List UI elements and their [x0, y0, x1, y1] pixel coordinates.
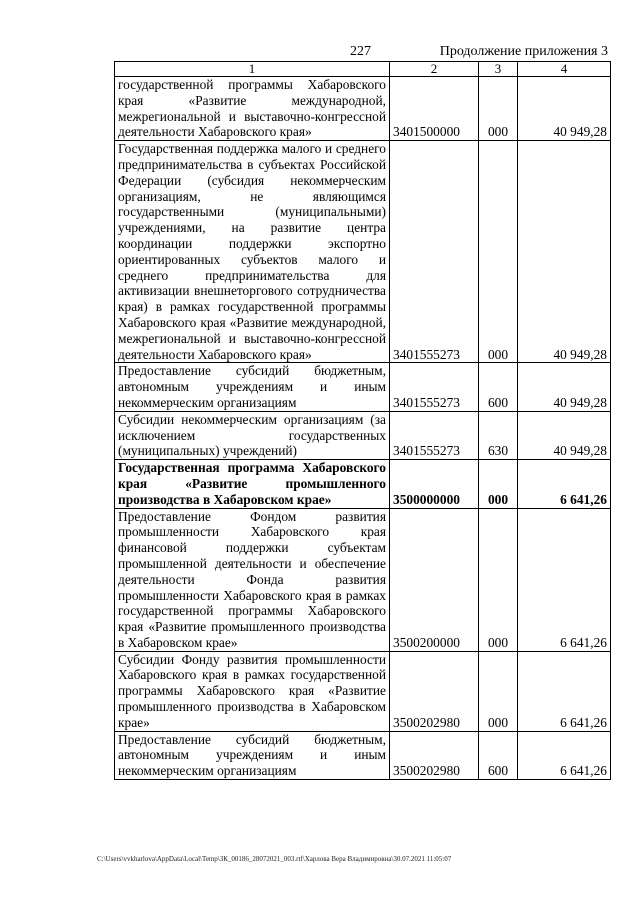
- row-name: Государственная поддержка малого и среднего предпринимательства в субъектах Российской Федерации (субсидия некоммерческим организациям, не являющимся государственными (муниципальными) учреждениями, на развитие центра координации поддержки экспортно ориентированных субъектов малого и среднего предпринимательства для активизации внешнеторгового сотрудничества края) в рамках государственной программы Хабаровского края «Развитие международной, межрегиональной и выставочно-конгрессной деятельности Хабаровского края»: [115, 141, 390, 363]
- row-sum: 6 641,26: [518, 460, 611, 508]
- table-header: [115, 62, 611, 77]
- row-kvr: 600: [479, 731, 518, 779]
- row-sum: 6 641,26: [518, 651, 611, 731]
- row-name: Субсидии Фонду развития промышленности Хабаровского края в рамках государственной программы Хабаровского края «Развитие промышленного производства в Хабаровском крае»: [115, 651, 390, 731]
- table-row: [115, 731, 611, 779]
- row-code: 3401555273: [390, 411, 479, 459]
- row-sum: 6 641,26: [518, 731, 611, 779]
- table-row-program: [115, 460, 611, 508]
- column-header-4: 4: [518, 62, 611, 77]
- row-sum: 40 949,28: [518, 411, 611, 459]
- table-row: [115, 411, 611, 459]
- row-kvr: 600: [479, 363, 518, 411]
- row-kvr: 000: [479, 508, 518, 651]
- row-name: Государственная программа Хабаровского края «Развитие промышленного производства в Хабаровском крае»: [115, 460, 390, 508]
- row-name: Предоставление субсидий бюджетным, автономным учреждениям и иным некоммерческим организациям: [115, 731, 390, 779]
- row-code: 3500202980: [390, 731, 479, 779]
- budget-table: [114, 61, 611, 780]
- row-kvr: 000: [479, 651, 518, 731]
- column-header-3: 3: [479, 62, 518, 77]
- row-sum: 40 949,28: [518, 363, 611, 411]
- row-name: Предоставление субсидий бюджетным, автономным учреждениям и иным некоммерческим организациям: [115, 363, 390, 411]
- row-kvr: 630: [479, 411, 518, 459]
- file-path-footer: C:\Users\vvkharlova\AppData\Local\Temp\ЗК_00186_28072021_003.rtf\Харлова Вера Владимировна\30.07.2021 11:05:07: [97, 855, 452, 863]
- column-header-1: 1: [115, 62, 390, 77]
- row-sum: 40 949,28: [518, 77, 611, 141]
- row-code: 3401555273: [390, 141, 479, 363]
- row-code: 3401500000: [390, 77, 479, 141]
- row-code: 3401555273: [390, 363, 479, 411]
- row-sum: 6 641,26: [518, 508, 611, 651]
- row-kvr: 000: [479, 460, 518, 508]
- table-row: [115, 363, 611, 411]
- table-row: [115, 77, 611, 141]
- table-row: [115, 141, 611, 363]
- row-name: Предоставление Фондом развития промышленности Хабаровского края финансовой поддержки субъектам промышленной деятельности и обеспечение деятельности Фонда развития промышленности Хабаровского края в рамках государственной программы Хабаровского края «Развитие промышленного производства в Хабаровском крае»: [115, 508, 390, 651]
- header-row: [115, 62, 611, 77]
- row-sum: 40 949,28: [518, 141, 611, 363]
- table-row: [115, 508, 611, 651]
- row-code: 3500000000: [390, 460, 479, 508]
- page-number: 227: [350, 44, 371, 59]
- table-row: [115, 651, 611, 731]
- row-code: 3500202980: [390, 651, 479, 731]
- row-name: Субсидии некоммерческим организациям (за исключением государственных (муниципальных) учреждений): [115, 411, 390, 459]
- continuation-label: Продолжение приложения 3: [439, 44, 608, 59]
- row-kvr: 000: [479, 77, 518, 141]
- column-header-2: 2: [390, 62, 479, 77]
- row-code: 3500200000: [390, 508, 479, 651]
- table-body: [115, 77, 611, 780]
- row-kvr: 000: [479, 141, 518, 363]
- row-name: государственной программы Хабаровского края «Развитие международной, межрегиональной и выставочно-конгрессной деятельности Хабаровского края»: [115, 77, 390, 141]
